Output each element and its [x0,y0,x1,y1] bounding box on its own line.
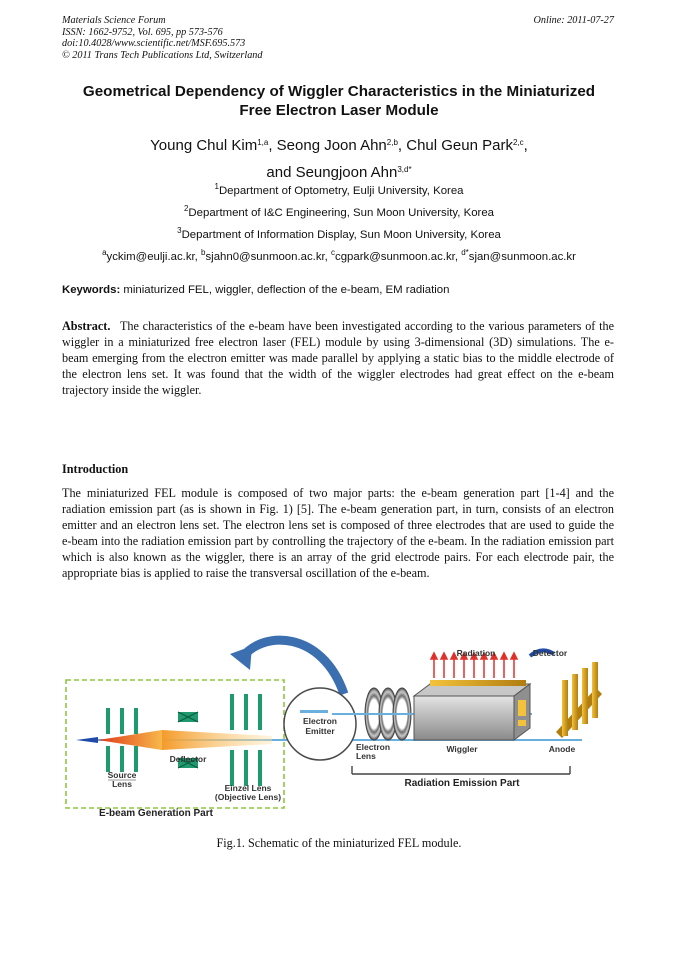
electron-lens-label-1: Electron [356,742,391,752]
affiliation-sup: 3 [177,226,182,235]
author-name: Seong Joon Ahn [276,137,387,154]
wiggler-label: Wiggler [446,744,478,754]
radiation-part-label: Radiation Emission Part [404,778,520,789]
einzel-lens-electrode [244,750,248,786]
doi: doi:10.4028/www.scientific.net/MSF.695.573 [62,38,246,49]
copyright: © 2011 Trans Tech Publications Ltd, Switzerland [62,49,263,61]
author-sup: 3,d* [397,165,412,174]
source-lens-electrode [134,746,138,772]
email-sup: a [102,248,107,257]
affiliation-text: Department of Optometry, Eulji University, Korea [218,185,464,197]
anode [556,662,602,738]
radiation-label: Radiation [456,648,496,658]
emitter-label-1: Electron [302,716,338,726]
curved-arrow-head [230,646,252,670]
intro-paragraph: The miniaturized FEL module is composed of two major parts: the e-beam generation part [1-4] and the radiation emission part (as is shown in Fig. 1) [5]. The e-beam generation part, in turn, consists of an electron emitter and an electron lens set. The electron lens set is composed of three electrodes that are used to guide the e-beam into the radiation emission part by controlling the trajectory of the e-beam. In the radiation emission part which is also known as the wiggler, there is an array of the grid electrode pairs. For each electrode pair, the appropriate bias is applied to raise the transversal oscillation of the e-beam. [62,486,614,580]
abstract-label: Abstract. [62,319,111,333]
email-list [40,248,638,263]
journal-header [62,15,262,61]
online-date: Online: 2011-07-27 [533,15,614,26]
author-list: Young Chul Kim$^{1,a}$, Seong Joon Ahn$^{2,b}$, Chul Geun Park$^{2,c}$, and Seungjoon Ahn$^{3,d*}$ [150,137,528,181]
author-sup: 1,a [257,138,269,147]
ebeam-part-label: E-beam Generation Part [99,808,213,819]
deflector-label: Deflector [169,754,207,764]
affiliation [40,182,638,197]
source-lens-electrode [120,708,124,734]
einzel-label-2: (Objective Lens) [214,792,282,802]
email: sjan@sunmoon.ac.kr [468,251,576,263]
source-lens-electrode [106,746,110,772]
source-lens-electrode [134,708,138,734]
affiliation-text: Department of I&C Engineering, Sun Moon University, Korea [188,207,495,219]
detector-label: Detector [532,648,568,658]
einzel-lens-electrode [258,694,262,730]
source-lens-electrode [120,746,124,772]
einzel-lens-electrode [230,694,234,730]
source-lens-label-1: Source [107,770,137,780]
affiliation-sup: 2 [183,204,189,213]
orange-beam [162,730,272,750]
affiliation [40,226,638,241]
email: cgpark@sunmoon.ac.kr, [335,251,462,263]
fel-schematic-figure [62,628,618,824]
electron-lens-label-2: Lens [356,751,376,761]
section-heading: Introduction [62,462,129,476]
author-name: and Seungjoon Ahn [266,164,398,181]
email-sup: c [331,248,336,257]
title-line-1: Geometrical Dependency of Wiggler Characteristics in the Miniaturized [82,83,596,100]
keywords-label: Keywords: [62,284,121,296]
einzel-lens-electrode [258,750,262,786]
author-name: Young Chul Kim [150,137,258,154]
curved-arrow [242,640,344,694]
abstract-text: The characteristics of the e-beam have been investigated according to the various parameters of the wiggler in a miniaturized free electron laser (FEL) module by using 3-dimensional (3D) simulations. The e-beam emerging from the electron emitter was made parallel by applying a static bias to the middle electrode of the electron lens set. It was found that the width of the wiggler electrodes had great effect on the e-beam trajectory inside the wiggler. [62,319,615,397]
title-line-2: Free Electron Laser Module [239,102,439,119]
source-lens-electrode [106,708,110,734]
keywords [62,284,449,296]
keywords-text: miniaturized FEL, wiggler, deflection of the e-beam, EM radiation [123,284,450,296]
figure-caption: Fig.1. Schematic of the miniaturized FEL module. [216,836,462,850]
anode-label: Anode [548,744,576,754]
einzel-lens-electrode [230,750,234,786]
email: yckim@eulji.ac.kr, [106,251,202,263]
einzel-lens-electrode [244,694,248,730]
email: sjahn0@sunmoon.ac.kr, [205,251,332,263]
wiggler-block [414,696,514,740]
author-sup: 2,b [386,138,398,147]
author-name: Chul Geun Park [406,137,513,154]
issn: ISSN: 1662-9752, Vol. 695, pp 573-576 [62,26,223,38]
journal-name: Materials Science Forum [62,15,166,26]
author-sup: 2,c [512,138,524,147]
emitter-label-2: Emitter [305,726,335,736]
affiliation [40,204,638,219]
email-sup: b [201,248,206,257]
email-sup: d* [461,248,469,257]
einzel-label-1: Einzel Lens [224,783,272,793]
source-lens-label-2: Lens [112,779,132,789]
affiliation-text: Department of Information Display, Sun Moon University, Korea [181,229,501,241]
paper-title [40,82,638,120]
affiliation-sup: 1 [214,182,219,191]
emitter-tip [76,737,98,743]
abstract [62,318,614,398]
wiggler-electrodes [430,680,526,686]
